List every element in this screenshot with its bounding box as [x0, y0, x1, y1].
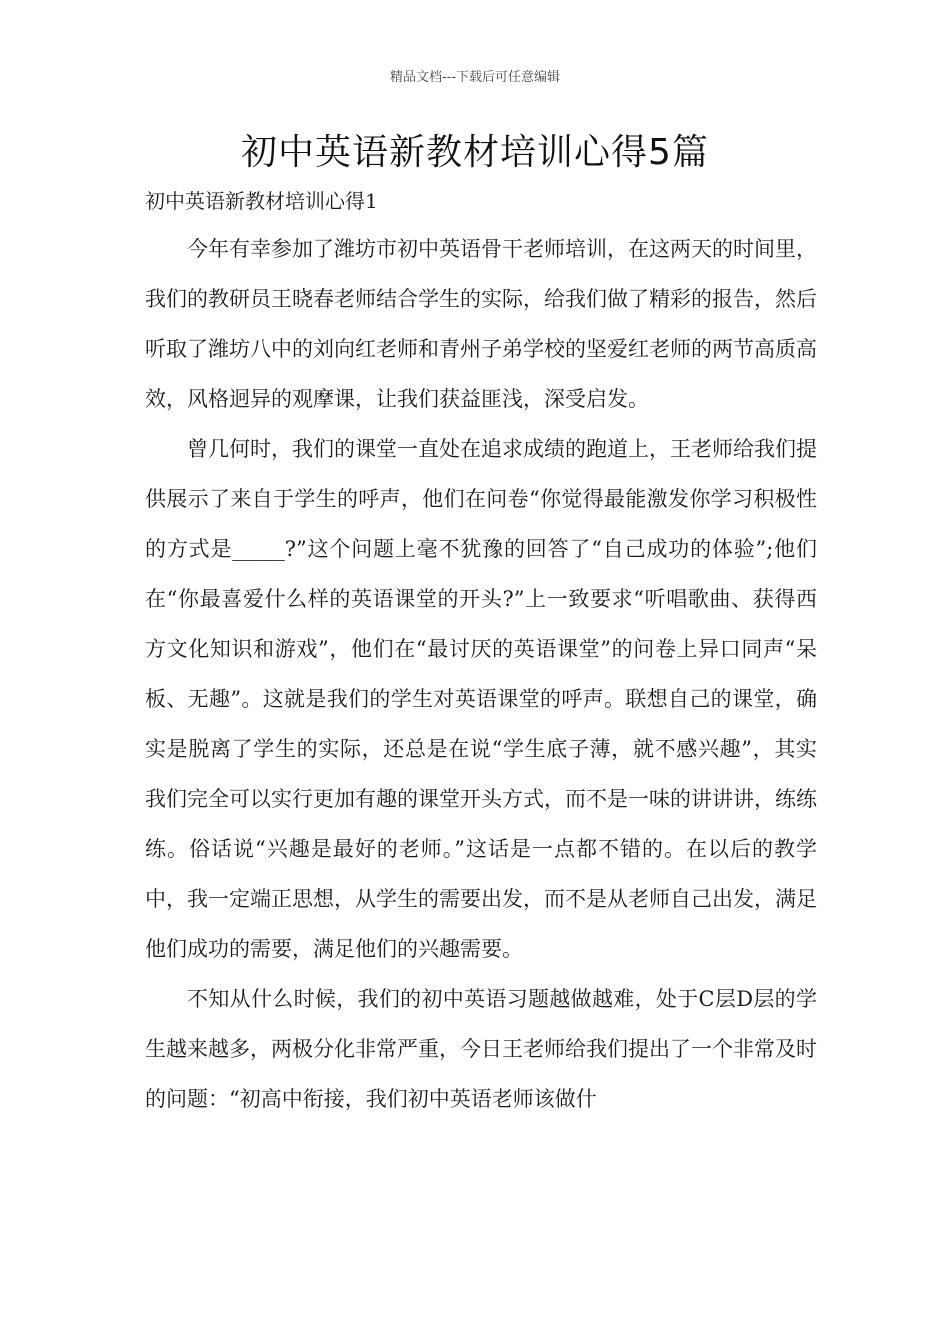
- paragraph-3: 不知从什么时候，我们的初中英语习题越做越难，处于C层D层的学生越来越多，两极分化非常严重，今日王老师给我们提出了一个非常及时的问题：“初高中衔接，我们初中英语老师该做什: [145, 987, 817, 1111]
- section-heading: 初中英语新教材培训心得1: [145, 189, 378, 213]
- paragraph-2: 曾几何时，我们的课堂一直处在追求成绩的跑道上，王老师给我们提供展示了来自于学生的呼声，他们在问卷“你觉得最能激发你学习积极性的方式是_____?”这个问题上毫不犹豫的回答了“自己成功的体验”;他们在“你最喜爱什么样的英语课堂的开头?”上一致要求“听唱歌曲、获得西方文化知识和游戏”，他们在“最讨厌的英语课堂”的问卷上异口同声“呆板、无趣”。这就是我们的学生对英语课堂的呼声。联想自己的课堂，确实是脱离了学生的实际，还总是在说“学生底子薄，就不感兴趣”，其实我们完全可以实行更加有趣的课堂开头方式，而不是一味的讲讲讲，练练练。俗话说“兴趣是最好的老师。”这话是一点都不错的。在以后的教学中，我一定端正思想，从学生的需要出发，而不是从老师自己出发，满足他们成功的需要，满足他们的兴趣需要。: [145, 437, 817, 961]
- paragraph-1: 今年有幸参加了潍坊市初中英语骨干老师培训，在这两天的时间里，我们的教研员王晓春老师结合学生的实际，给我们做了精彩的报告，然后听取了潍坊八中的刘向红老师和青州子弟学校的坚爱红老师的两节高质高效，风格迥异的观摩课，让我们获益匪浅，深受启发。: [145, 237, 817, 411]
- document-body: [145, 184, 817, 1124]
- document-title: 初中英语新教材培训心得5篇: [241, 132, 709, 173]
- page-header: 精品文档---下载后可任意编辑: [389, 70, 561, 85]
